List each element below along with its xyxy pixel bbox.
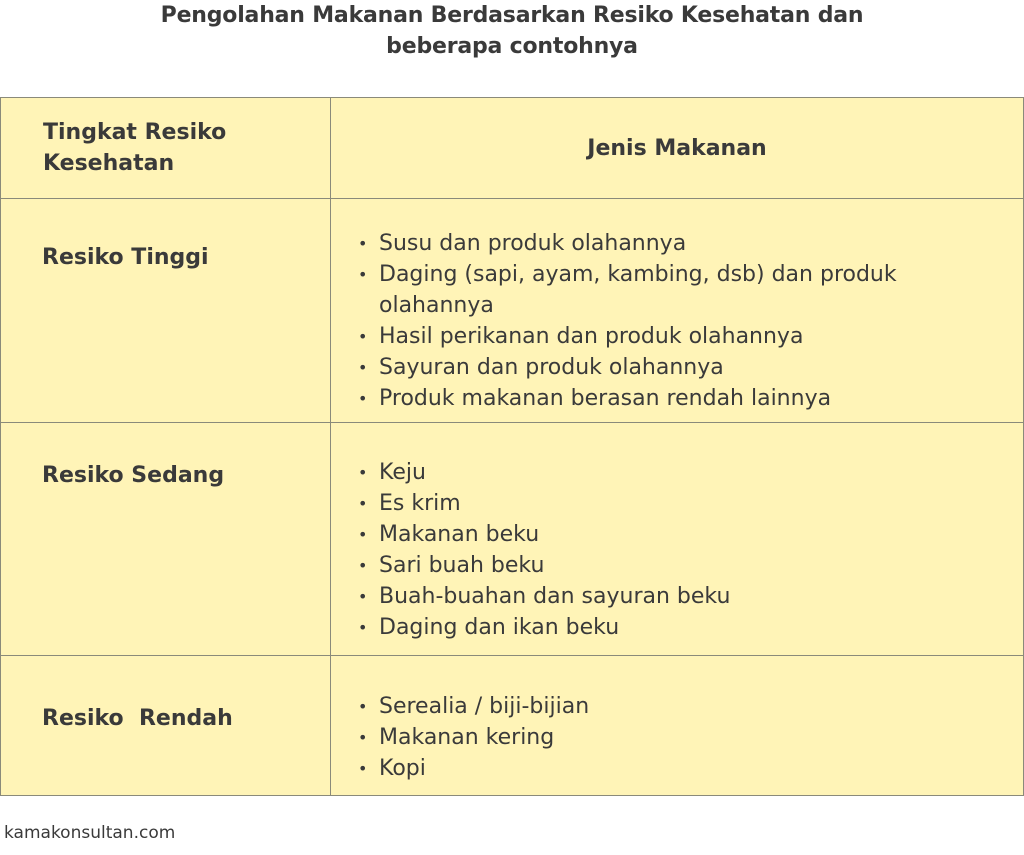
list-item (358, 457, 1003, 488)
list-item (358, 228, 1003, 259)
list-item (358, 321, 1003, 352)
list-item-text: Es krim (379, 490, 461, 516)
bullet-icon: • (358, 586, 368, 606)
header-food-types: Jenis Makanan (331, 98, 1024, 199)
bullet-icon: • (358, 697, 368, 716)
bullet-icon: • (358, 493, 368, 513)
table-row (1, 199, 1024, 423)
list-item (358, 550, 1003, 581)
list-item (358, 722, 1003, 753)
list-item (358, 691, 1003, 722)
bullet-icon: • (358, 524, 368, 544)
bullet-icon: • (358, 264, 368, 284)
food-list-cell (331, 423, 1024, 656)
bullet-icon: • (358, 555, 368, 575)
list-item (358, 612, 1003, 643)
risk-table (0, 97, 1024, 796)
list-item (358, 581, 1003, 612)
bullet-icon: • (358, 728, 368, 747)
list-item-text: Sayuran dan produk olahannya (379, 354, 724, 380)
list-item-text: Produk makanan berasan rendah lainnya (379, 385, 832, 411)
table-row (1, 423, 1024, 656)
list-item-text: Makanan kering (379, 725, 555, 750)
list-item (358, 383, 1003, 414)
bullet-icon: • (358, 462, 368, 482)
bullet-icon: • (358, 388, 368, 408)
risk-level-medium: Resiko Sedang (1, 423, 331, 656)
list-item (358, 259, 1003, 321)
list-item-text: Daging (sapi, ayam, kambing, dsb) dan produk olahannya (379, 261, 897, 318)
bullet-icon: • (358, 326, 368, 346)
list-item-text: Hasil perikanan dan produk olahannya (379, 323, 804, 349)
header-risk-level-line-1: Tingkat Resiko (43, 120, 227, 145)
bullet-icon: • (358, 617, 368, 637)
bullet-icon: • (358, 233, 368, 253)
food-list-cell (331, 199, 1024, 423)
risk-level-high: Resiko Tinggi (1, 199, 331, 423)
list-item-text: Serealia / biji-bijian (379, 694, 590, 719)
food-list (331, 457, 1023, 643)
bullet-icon: • (358, 357, 368, 377)
list-item-text: Buah-buahan dan sayuran beku (379, 583, 731, 609)
list-item (358, 519, 1003, 550)
footer-site-link: kamakonsultan.com (4, 823, 176, 843)
table-header-row (1, 98, 1024, 199)
list-item-text: Keju (379, 459, 426, 485)
list-item-text: Daging dan ikan beku (379, 614, 620, 640)
list-item (358, 753, 1003, 784)
title-line-1: Pengolahan Makanan Berdasarkan Resiko Kesehatan dan (160, 3, 864, 28)
list-item-text: Makanan beku (379, 521, 540, 547)
food-list (331, 228, 1023, 414)
list-item-text: Susu dan produk olahannya (379, 230, 687, 256)
food-list (331, 691, 1023, 784)
bullet-icon: • (358, 759, 368, 778)
list-item (358, 488, 1003, 519)
page-title (0, 0, 1024, 62)
table-row (1, 656, 1024, 796)
food-list-cell (331, 656, 1024, 796)
risk-level-low: Resiko Rendah (1, 656, 331, 796)
list-item-text: Kopi (379, 756, 426, 781)
header-risk-level-line-2: Kesehatan (43, 151, 175, 176)
header-risk-level (1, 98, 331, 199)
list-item (358, 352, 1003, 383)
title-line-2: beberapa contohnya (386, 34, 638, 59)
list-item-text: Sari buah beku (379, 552, 545, 578)
